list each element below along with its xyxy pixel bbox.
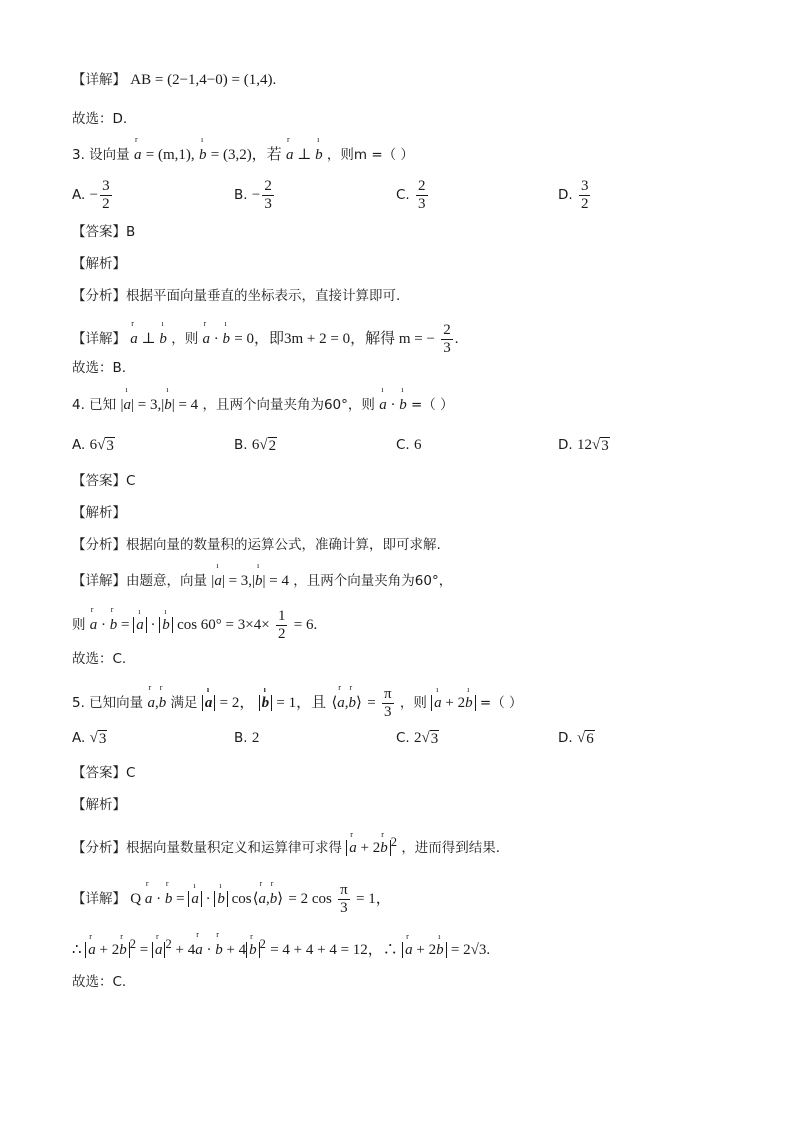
q3-option-c: C. $\frac{2}{3}$ — [396, 178, 426, 212]
q3-answer: 【答案】B — [72, 224, 136, 240]
q5-detail-line2: ∴ r a + 2r b $^2$ = r a $^2$ + 4r a · r b + 4r b $^2$ = 4 + 4 + 4 = 12，∴ r a + 2ı b = 2√3. — [72, 934, 490, 960]
q5-fenxi: 【分析】根据向量数量积定义和运算律可求得 r a + 2r b $^2$ ，进而得到结果. — [72, 832, 500, 858]
q4-option-a: A. 6 √ 3 — [72, 437, 114, 454]
q4-analysis-tag: 【解析】 — [72, 505, 126, 521]
q3-option-d: D. $\frac{3}{2}$ — [558, 178, 589, 212]
q5-stem: 5. 已知向量 r a,r b 满足 ı a = 2， ı b = 1，且 ⟨r a,r b⟩ = $\frac{\pi}{3}$ ，则 ı a + 2ı b =（ ） — [72, 686, 523, 721]
q5-option-a: A. √ 3 — [72, 730, 107, 747]
q2-choice: 故选：D. — [72, 111, 128, 127]
q5-option-d: D. √ 6 — [558, 730, 594, 747]
q5-detail: 【详解】 Q r a · r b = ı a · ı b cos⟨r a,r b⟩ = 2 cos $\frac{\pi}{3}$ = 1， — [72, 882, 391, 917]
q4-option-c: C. 6 — [396, 437, 422, 453]
q3-option-b: B. − $\frac{2}{3}$ — [234, 178, 272, 212]
q2-detail-line — [72, 70, 276, 90]
q4-calc: 则 r a · r b = ı a · ı b cos 60° = 3×4× $\frac{1}{2}$ = 6. — [72, 608, 317, 643]
q3-choice: 故选：B. — [72, 360, 127, 376]
q5-analysis-tag: 【解析】 — [72, 797, 126, 813]
q5-answer: 【答案】C — [72, 765, 136, 781]
q5-option-c: C. 2 √ 3 — [396, 730, 439, 747]
q4-option-b: B. 6 √ 2 — [234, 437, 277, 454]
q4-choice: 故选：C. — [72, 651, 127, 667]
q3-fenxi: 【分析】根据平面向量垂直的坐标表示，直接计算即可. — [72, 288, 401, 304]
q4-detail: 【详解】由题意，向量 |ı a| = 3,|ı b| = 4 ，且两个向量夹角为60°， — [72, 571, 452, 591]
q5-choice: 故选：C. — [72, 974, 127, 990]
q5-option-b: B. 2 — [234, 730, 260, 746]
q4-option-d: D. 12 √ 3 — [558, 437, 609, 454]
q3-stem: 3. 设向量 r a = (m,1), ı b = (3,2)，若 r a ⊥ ı b ，则m =（ ） — [72, 145, 414, 165]
q4-answer: 【答案】C — [72, 473, 136, 489]
detail-tag: 【详解】 — [72, 72, 126, 88]
q3-option-a: A. − $\frac{3}{2}$ — [72, 178, 110, 212]
q4-stem: 4. 已知 |ı a| = 3,|ı b| = 4 ，且两个向量夹角为60°，则 ı a · ı b =（ ） — [72, 395, 454, 415]
q4-fenxi: 【分析】根据向量的数量积的运算公式，准确计算，即可求解. — [72, 537, 441, 553]
q3-detail: 【详解】 r a ⊥ ı b ，则 r a · ı b = 0，即3m + 2 = 0，解得 m = − $\frac{2}{3}$ . — [72, 322, 458, 357]
q3-analysis-tag: 【解析】 — [72, 256, 126, 272]
q2-detail-formula: AB = (2−1,4−0) = (1,4). — [130, 72, 277, 88]
